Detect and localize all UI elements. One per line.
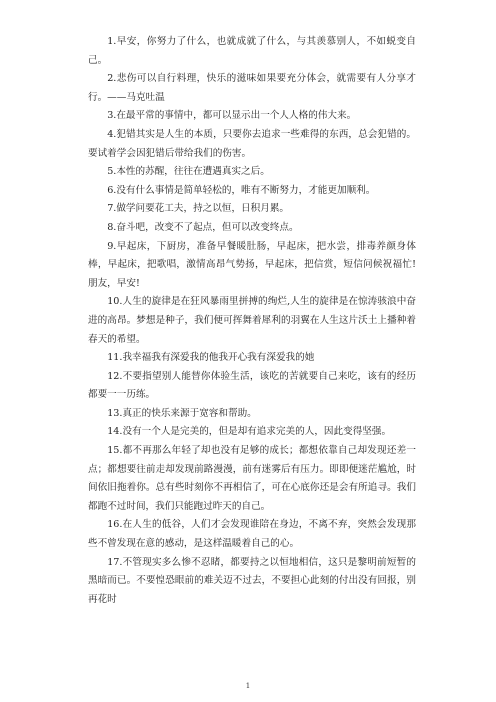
paragraph-10: 10.人生的旋律是在狂风暴雨里拼搏的绚烂,人生的旋律是在惊涛骇浪中奋进的高昂。梦想是种子，我们便可挥舞着犀利的羽翼在人生这片沃土上播种着春天的希望。 [88,296,416,345]
paragraph-12: 12.不要指望别人能替你体验生活，该吃的苦就要自己来吃，该有的经历都要一一历练。 [88,370,416,401]
paragraph-8: 8.奋斗吧，改变不了起点，但可以改变终点。 [107,221,299,233]
document-body [88,33,416,609]
page-number: 1 [245,682,251,690]
paragraph-7: 7.做学问要花工夫，持之以恒，日积月累。 [107,203,290,215]
paragraph-11: 11.我幸福我有深爱我的他我开心我有深爱我的她 [107,352,315,364]
paragraph-9: 9.早起床，下厨房，准备早餐暖肚肠，早起床，把水尝，排毒养颜身体棒，早起床，把歌唱，激情高昂气势扬，早起床，把信赏，短信问候祝福忙!朋友，早安! [88,240,416,289]
paragraph-14: 14.没有一个人是完美的，但是却有追求完美的人，因此变得坚强。 [107,426,392,438]
paragraph-4: 4.犯错其实是人生的本质，只要你去追求一些难得的东西，总会犯错的。要试着学会因犯错后带给我们的伤害。 [88,128,416,159]
paragraph-5: 5.本性的苏醒，往往在遭遇真实之后。 [107,166,270,178]
paragraph-6: 6.没有什么事情是简单轻松的，唯有不断努力，才能更加顺利。 [107,184,376,196]
paragraph-16: 16.在人生的低谷，人们才会发现谁陪在身边，不离不弃，突然会发现那些不曾发现在意的感动，是这样温暖着自己的心。 [88,519,416,550]
paragraph-13: 13.真正的快乐来源于宽容和帮助。 [107,407,257,419]
paragraph-17: 17.不管现实多么惨不忍睹，都要持之以恒地相信，这只是黎明前短暂的黑暗而已。不要惶恐眼前的难关迈不过去，不要担心此刻的付出没有回报，别再花时 [88,556,416,605]
paragraph-3: 3.在最平常的事情中，都可以显示出一个人人格的伟大来。 [107,110,357,122]
paragraph-15: 15.都不再那么年轻了却也没有足够的成长；都想依靠自己却发现还差一点；都想要往前走却发现前路漫漫，前有迷雾后有压力。即即便迷茫尴尬，时间依旧拖着你。总有些时刻你不再相信了，可在心底你还是会有所追寻。我们都跑不过时间，我们只能跑过昨天的自己。 [88,445,416,512]
paragraph-2: 2.悲伤可以自行料理，快乐的滋味如果要充分体会，就需要有人分享才行。——马克吐温 [88,73,416,103]
paragraph-1: 1.早安，你努力了什么，也就成就了什么，与其羡慕别人，不如蜕变自己。 [88,36,416,66]
